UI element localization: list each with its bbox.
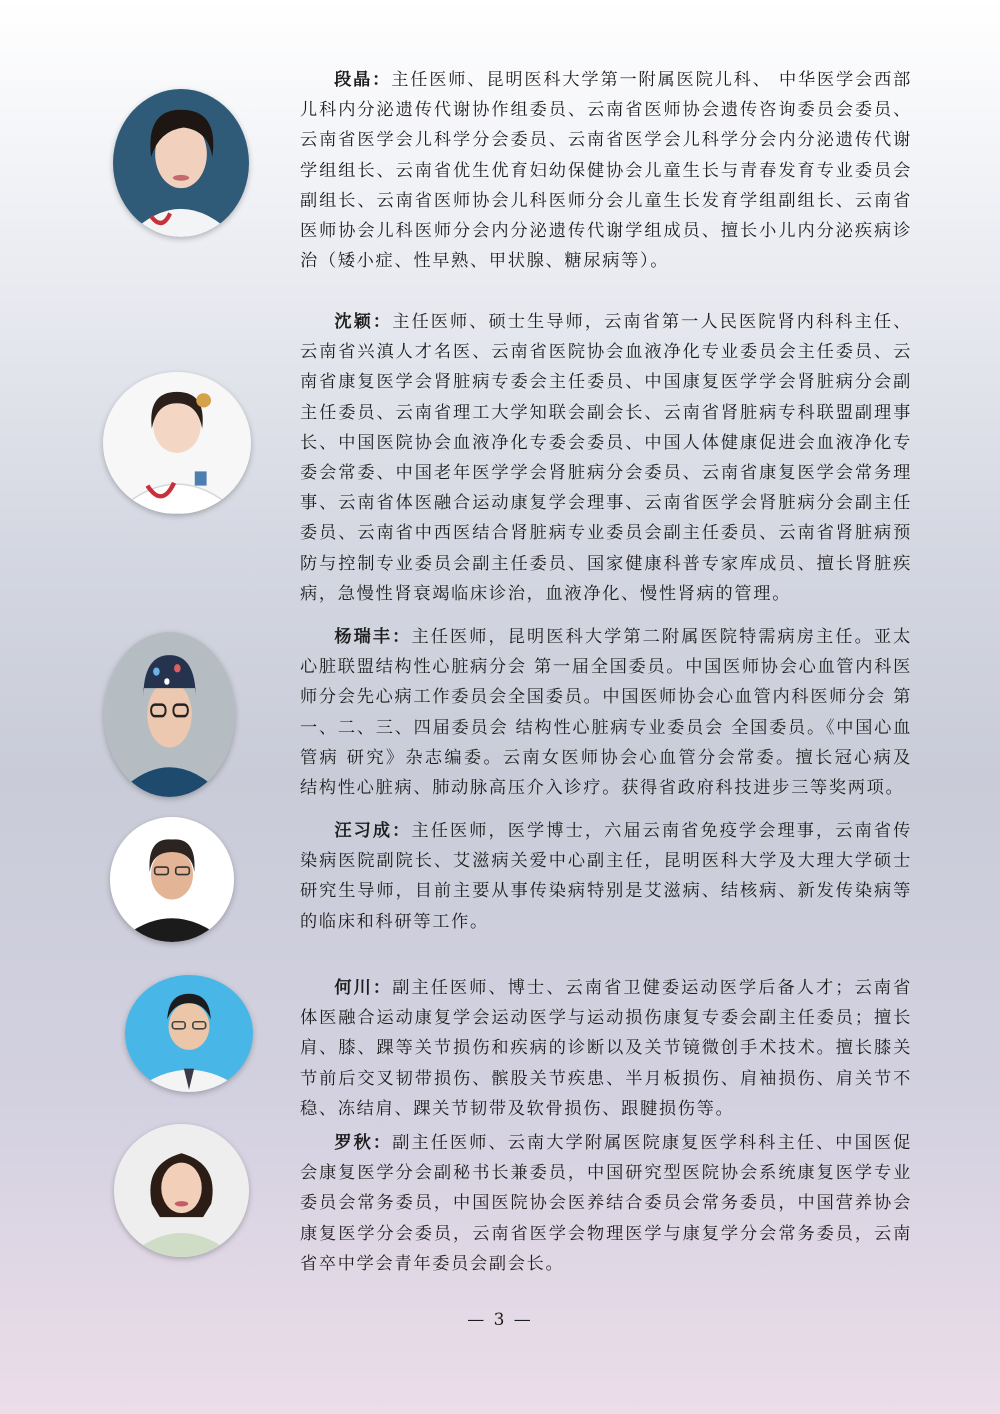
- bio-paragraph: [300, 1128, 912, 1279]
- bio-paragraph: [300, 307, 912, 609]
- doctor-bio: 主任医师、昆明医科大学第一附属医院儿科、 中华医学会西部儿科内分泌遗传代谢协作组委员、云南省医师协会遗传咨询委员会委员、云南省医学会儿科学分会委员、云南省医学会儿科学分会内分泌遗传代谢学组组长、云南省优生优育妇幼保健协会儿童生长与青春发育专业委员会副组长、云南省医师协会儿科医师分会儿童生长发育学组副组长、云南省医师协会儿科医师分会内分泌遗传代谢学组成员、擅长小儿内分泌疾病诊治（矮小症、性早熟、甲状腺、糖尿病等）。: [300, 70, 912, 272]
- doctor-name: 杨瑞丰：: [334, 627, 412, 647]
- doctor-name: 段晶：: [334, 70, 392, 90]
- bio-entry: [300, 622, 912, 803]
- doctor-bio: 副主任医师、云南大学附属医院康复医学科科主任、中国医促会康复医学分会副秘书长兼委员，中国研究型医院协会系统康复医学专业委员会常务委员，中国医院协会医养结合委员会常务委员，中国营养协会康复医学分会委员，云南省医学会物理医学与康复学分会常务委员，云南省卒中学会青年委员会副会长。: [300, 1133, 912, 1274]
- doctor-bio: 副主任医师、博士、云南省卫健委运动医学后备人才；云南省体医融合运动康复学会运动医学与运动损伤康复专委会副主任委员；擅长肩、膝、踝等关节损伤和疾病的诊断以及关节镜微创手术技术。擅长膝关节前后交叉韧带损伤、髌股关节疾患、半月板损伤、肩袖损伤、肩关节不稳、冻结肩、踝关节韧带及软骨损伤、跟腱损伤等。: [300, 978, 912, 1119]
- bio-paragraph: [300, 816, 912, 937]
- doctor-name: 何川：: [334, 978, 393, 998]
- doctor-bio: 主任医师，昆明医科大学第二附属医院特需病房主任。亚太心脏联盟结构性心脏病分会 第一届全国委员。中国医师协会心血管内科医师分会先心病工作委员会全国委员。中国医师协会心血管内科医师分会 第一、二、三、四届委员会 结构性心脏病专业委员会 全国委员。《中国心血管病 研究》杂志编委。云南女医师协会心血管分会常委。擅长冠心病及 结构性心脏病、肺动脉高压介入诊疗。获得省政府科技进步三等奖两项。: [300, 627, 912, 799]
- bio-paragraph: [300, 622, 912, 803]
- bio-entry: [300, 1128, 912, 1279]
- bio-entry: [300, 65, 912, 276]
- doctor-name: 沈颖：: [334, 312, 393, 332]
- portrait-yang-ruifeng: [104, 632, 235, 797]
- doctor-bio: 主任医师，医学博士，六届云南省免疫学会理事，云南省传染病医院副院长、艾滋病关爱中心副主任，昆明医科大学及大理大学硕士研究生导师，目前主要从事传染病特别是艾滋病、结核病、新发传染病等的临床和科研等工作。: [300, 821, 912, 932]
- bio-entry: [300, 816, 912, 937]
- doctor-name: 汪习成：: [334, 821, 412, 841]
- bio-entry: [300, 307, 912, 609]
- page-number: — 3 —: [467, 1310, 533, 1330]
- bio-paragraph: [300, 973, 912, 1124]
- portrait-duan-jing: [113, 89, 249, 237]
- portrait-luo-qiu: [114, 1124, 249, 1257]
- bio-entry: [300, 973, 912, 1124]
- portrait-wang-xicheng: [110, 817, 234, 942]
- bio-paragraph: [300, 65, 912, 276]
- portrait-he-chuan: [125, 975, 253, 1092]
- portrait-shen-ying: [103, 372, 251, 514]
- doctor-name: 罗秋：: [334, 1133, 393, 1153]
- doctor-bio: 主任医师、硕士生导师，云南省第一人民医院肾内科科主任、云南省兴滇人才名医、云南省医院协会血液净化专业委员会主任委员、云南省康复医学会肾脏病专委会主任委员、中国康复医学学会肾脏病分会副主任委员、云南省理工大学知联会副会长、云南省肾脏病专科联盟副理事长、中国医院协会血液净化专委会委员、中国人体健康促进会血液净化专委会常委、中国老年医学学会肾脏病分会委员、云南省康复医学会常务理事、云南省体医融合运动康复学会理事、云南省医学会肾脏病分会副主任委员、云南省中西医结合肾脏病专业委员会副主任委员、云南省肾脏病预防与控制专业委员会副主任委员、国家健康科普专家库成员、擅长肾脏疾病，急慢性肾衰竭临床诊治，血液净化、慢性肾病的管理。: [300, 312, 912, 604]
